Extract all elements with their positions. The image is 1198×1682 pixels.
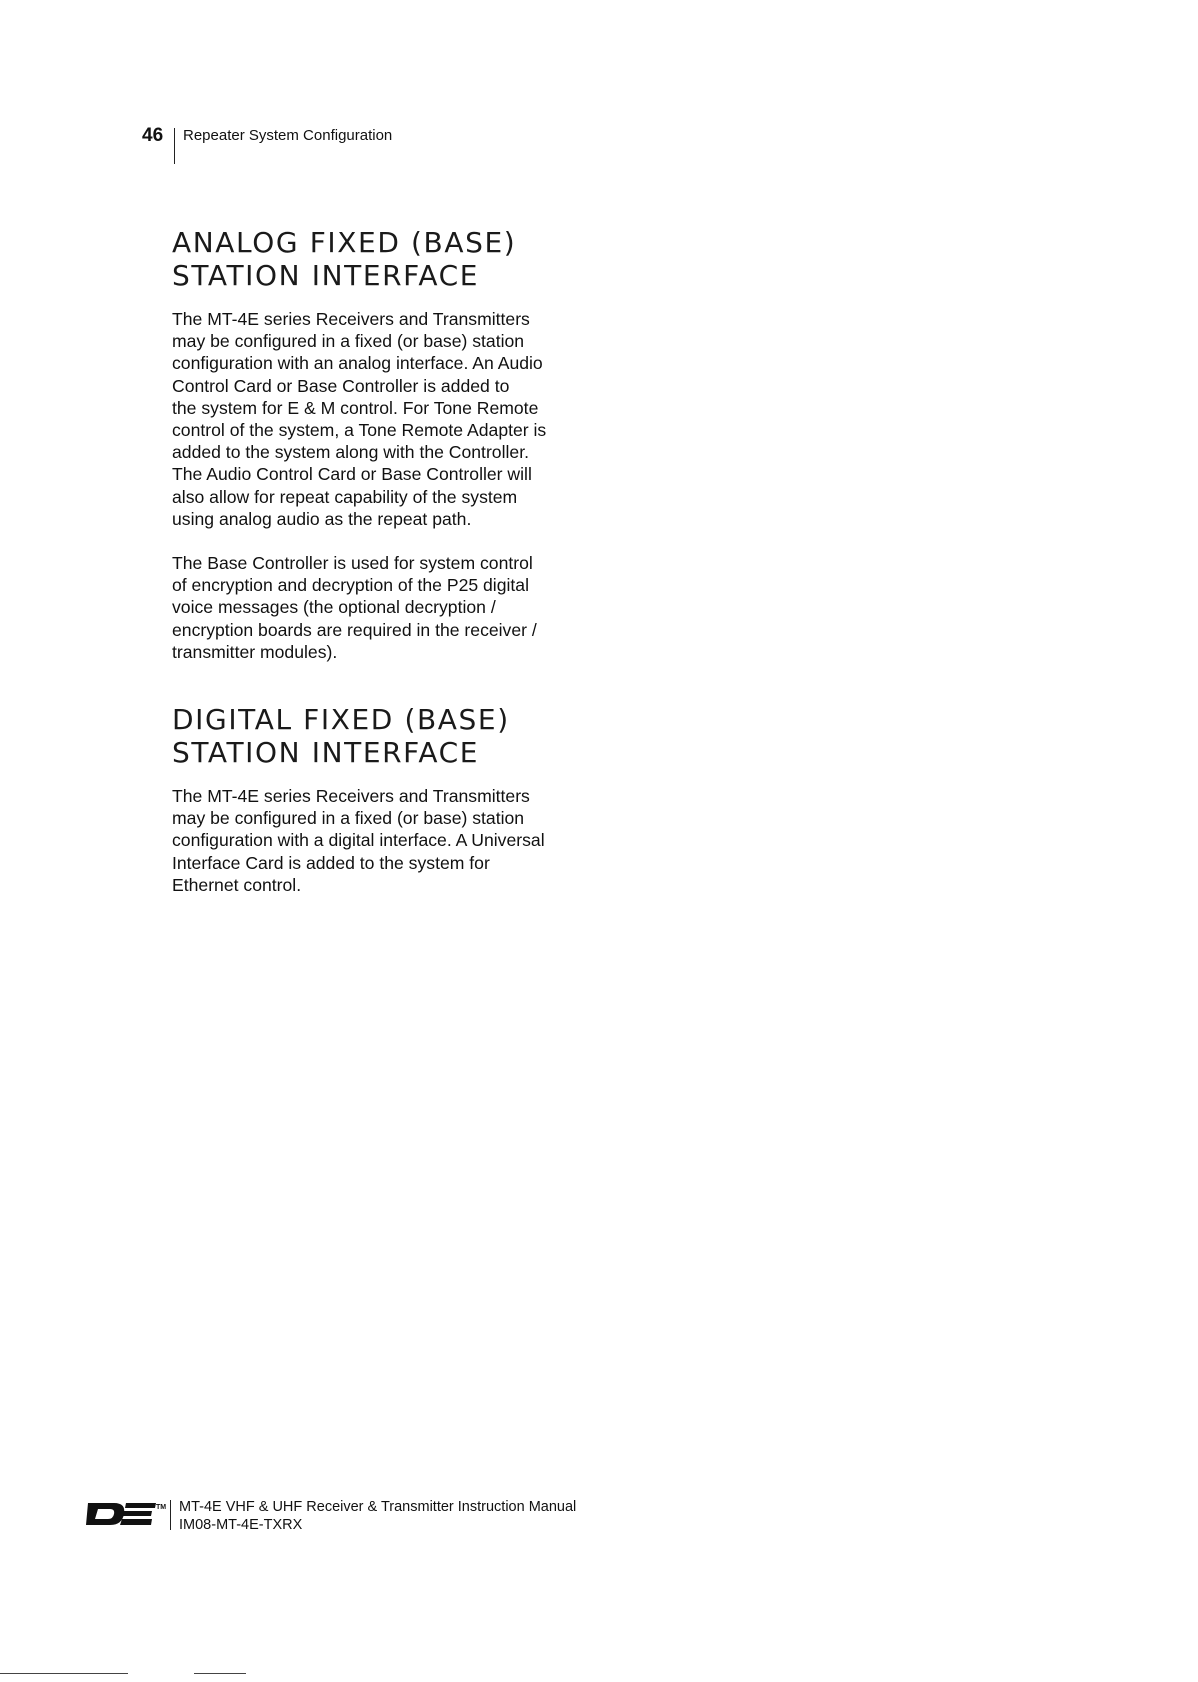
footer-divider: [170, 1500, 171, 1530]
text-line: may be configured in a fixed (or base) station: [172, 808, 525, 829]
text-line: may be configured in a fixed (or base) station: [172, 331, 525, 352]
text-line: using analog audio as the repeat path.: [172, 508, 472, 529]
text-line: configuration with a digital interface. A Universal: [172, 830, 545, 851]
text-line: transmitter modules).: [172, 641, 338, 662]
text-line: control of the system, a Tone Remote Adapter is: [172, 420, 547, 441]
text-line: Control Card or Base Controller is added to: [172, 375, 510, 396]
text-line: also allow for repeat capability of the system: [172, 486, 518, 507]
analog-interface-paragraph-2: [172, 552, 592, 663]
text-line: The Base Controller is used for system control: [172, 553, 533, 574]
manual-info: [179, 1498, 576, 1534]
analog-interface-heading: [172, 226, 592, 292]
scan-artifact-line: [0, 1673, 128, 1674]
manual-title: MT-4E VHF & UHF Receiver & Transmitter Instruction Manual: [179, 1499, 577, 1515]
trademark-mark: TM: [156, 1504, 167, 1511]
digital-interface-paragraph-1: [172, 785, 592, 896]
text-line: Interface Card is added to the system for: [172, 852, 490, 873]
page-number: 46: [142, 125, 164, 146]
digital-interface-heading: [172, 703, 592, 769]
main-content: [172, 226, 592, 918]
text-line: of encryption and decryption of the P25 digital: [172, 575, 529, 596]
heading-line: STATION INTERFACE: [172, 736, 480, 770]
scan-artifact-line: [194, 1673, 246, 1674]
section-spacer: [172, 685, 592, 703]
text-line: Ethernet control.: [172, 874, 302, 895]
de-logo-icon: [86, 1500, 168, 1528]
text-line: The Audio Control Card or Base Controller will: [172, 464, 532, 485]
manual-code: IM08-MT-4E-TXRX: [179, 1517, 303, 1533]
page-footer: [86, 1494, 646, 1534]
text-line: The MT-4E series Receivers and Transmitters: [172, 309, 530, 329]
text-line: configuration with an analog interface. An Audio: [172, 353, 543, 374]
text-line: The MT-4E series Receivers and Transmitters: [172, 786, 530, 807]
header-divider: [174, 128, 175, 164]
text-line: the system for E & M control. For Tone Remote: [172, 397, 539, 418]
text-line: voice messages (the optional decryption /: [172, 597, 496, 618]
heading-line: ANALOG FIXED (BASE): [172, 226, 517, 259]
heading-line: DIGITAL FIXED (BASE): [172, 703, 510, 737]
text-line: added to the system along with the Controller.: [172, 442, 529, 463]
heading-line: STATION INTERFACE: [172, 259, 480, 292]
section-title: Repeater System Configuration: [183, 127, 393, 144]
analog-interface-paragraph-1: [172, 308, 592, 530]
text-line: encryption boards are required in the receiver /: [172, 619, 537, 640]
